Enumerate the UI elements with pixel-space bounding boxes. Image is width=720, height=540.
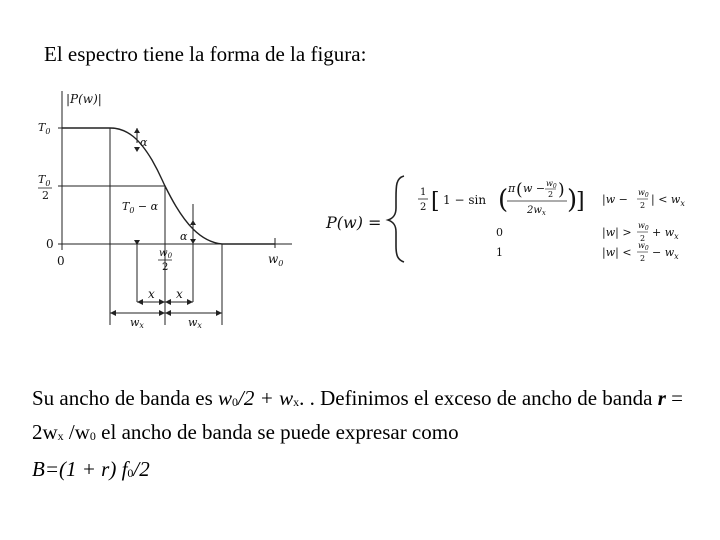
y-tick-top: $T_0$ [38,121,51,136]
piecewise-formula [320,168,705,268]
center-num: $w_0$ [159,248,173,260]
case1-w: w − [523,182,546,195]
alpha-bottom-arrow-down [190,239,196,244]
para-r: r [657,386,666,410]
para-w0: w0 [218,386,239,410]
center-den: 2 [162,262,169,273]
para-text-5: /w [63,420,90,444]
x-tick-zero: 0 [57,254,65,268]
case1-bracket-right: ] [576,189,585,214]
x-dim-left-head-r [159,299,165,305]
para-text-1: Su ancho de banda es [32,386,219,410]
alpha-top-arrow-up [134,128,140,133]
spectrum-figure [30,88,300,333]
case1-bracket-open: 1 − sin [443,193,487,207]
x-tick-end: $w_0$ [268,252,284,268]
alpha-bottom-label: α [180,230,188,243]
inner-label: $T_0 - \alpha$ [122,200,159,215]
x-label-right: x [176,287,183,301]
wx-label-right: wx [188,316,202,330]
bandwidth-paragraph [32,383,692,451]
wx-label-left: wx [130,316,144,330]
case1-bracket-left: [ [431,189,440,214]
case2-cond-den: 2 [640,234,646,243]
y-tick-zero: 0 [46,237,54,251]
para-text-6: el ancho de banda se puede expresar como [95,420,459,444]
wx-dim-left-head-l [110,310,116,316]
y-tick-mid-den: 2 [42,189,49,202]
case1-cond: |w − [602,193,628,206]
case1-paren-right: ) [567,185,578,215]
case1-cond-den: 2 [640,201,646,210]
case2-cond: |w| > [602,226,632,239]
x-dim-right-head-r [187,299,193,305]
case1-paren-left: ( [498,185,509,215]
alpha-bottom-arrow-up [190,220,196,225]
case1-w0: $w_0$ [546,179,557,190]
wx-dim-right-head-r [216,310,222,316]
case3-value: 1 [496,246,503,259]
case2-value: 0 [496,226,503,239]
alpha-top-label: α [140,136,148,149]
case3-cond-den: 2 [640,254,646,263]
x-label-left: x [148,287,155,301]
y-tick-mid-num: $T_0$ [38,173,51,188]
bandwidth-formula: B=(1 + r) f0/2 [32,457,150,481]
para-wx2-sub: x [57,429,64,443]
y-axis-label: |P(w)| [66,92,102,106]
case2-cond-rest: + $w_x$ [652,226,679,241]
para-text-2: /2 + [238,386,280,410]
case3-cond: |w| < [602,246,632,259]
case1-2: 2 [548,190,554,199]
case1-den: $2w_x$ [527,205,546,217]
wx-dim-right-head-l [165,310,171,316]
wx-dim-left-head-r [159,310,165,316]
formula-lhs: P(w) = [326,213,382,232]
case2-cond-num: $w_0$ [638,221,649,232]
para-wx: wx [279,386,300,410]
x-dim-right-head-l [165,299,171,305]
case1-pi: π [508,182,516,195]
case1-coef-den: 2 [420,202,427,213]
para-text-4: = 2w [32,386,683,444]
case1-inner-paren-l: ( [516,180,523,200]
case1-cond-num: $w_0$ [638,188,649,199]
case3-cond-rest: − $w_x$ [652,246,679,261]
case1-cond-rest: | < $w_x$ [651,193,685,208]
para-text-3: . . Definimos el exceso de ancho de banda [299,386,658,410]
formula-brace [388,176,404,262]
case1-coef-num: 1 [420,187,427,198]
para-w02-sub: 0 [89,429,96,443]
case1-inner-paren-r: ) [558,180,565,200]
slide-title: El espectro tiene la forma de la figura: [44,42,367,66]
case3-cond-num: $w_0$ [638,241,649,252]
x-dim-left-head-l [137,299,143,305]
